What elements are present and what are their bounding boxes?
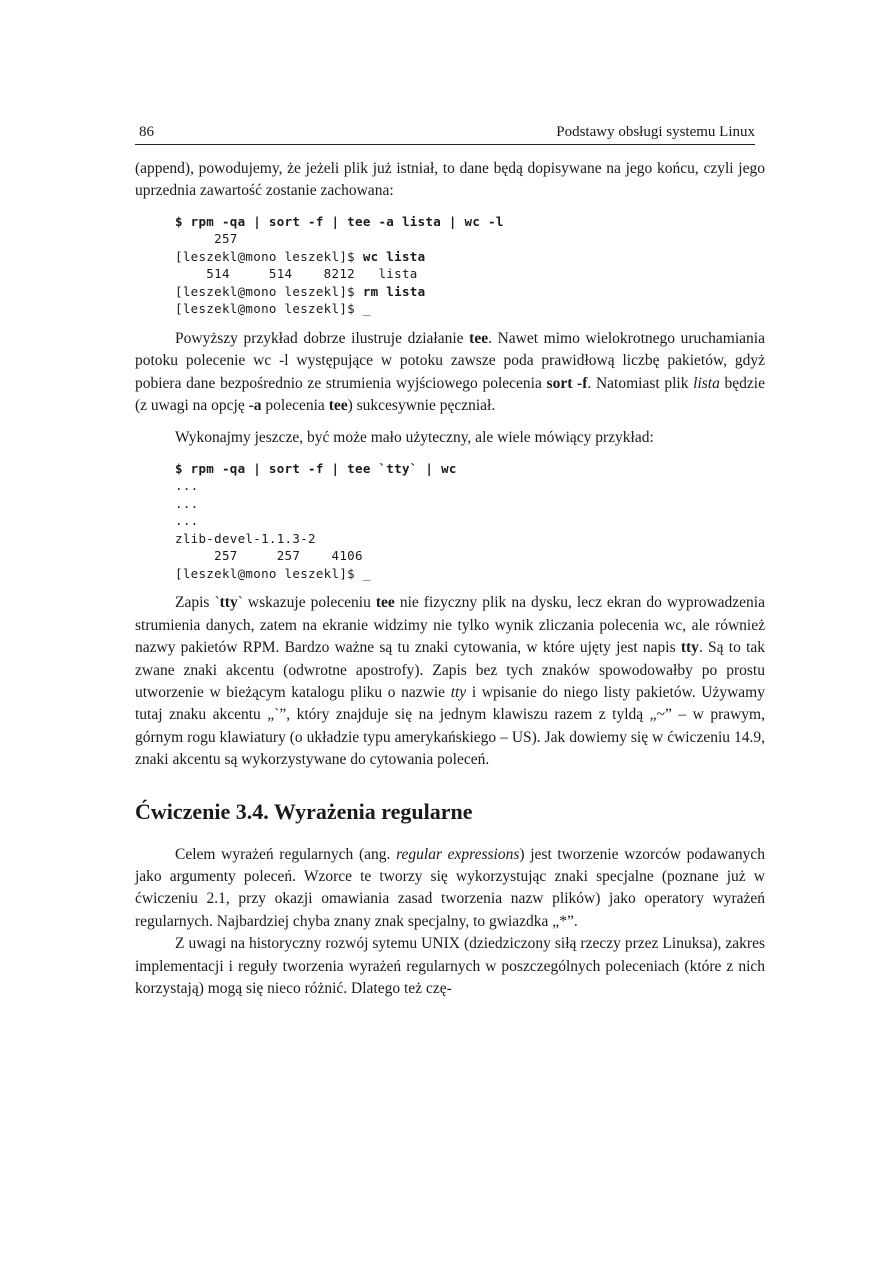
code-line: zlib-devel-1.1.3-2 <box>175 530 316 546</box>
code-line: [leszekl@mono leszekl]$ _ <box>175 301 371 317</box>
running-header <box>135 122 755 145</box>
code-line: [leszekl@mono leszekl]$ _ <box>175 565 371 581</box>
paragraph-regex-intro: Celem wyrażeń regularnych (ang. regular expressions) jest tworzenie wzorców podawanych jako argumenty poleceń. Wzorce te tworzy się wykorzystując znaki specjalne (poznane już w ćwiczeniu 2.1, przy okazji omawiania zasad tworzenia nazw plików) jako operatory wyrażeń regularnych. Najbardziej chyba znany znak specjalny, to gwiazdka „*”. <box>135 845 765 930</box>
paragraph-append: (append), powodujemy, że jeżeli plik już istniał, to dane będą dopisywane na jego końcu, czyli jego uprzednia zawartość zostanie zachowana: <box>135 160 765 200</box>
code-line: 257 <box>175 231 238 247</box>
paragraph-tty-explanation: Zapis `tty` wskazuje poleceniu tee nie fizyczny plik na dysku, lecz ekran do wyprowadzenia strumienia danych, zatem na ekranie widzimy nie tylko wynik zliczania polecenia wc, ale również nazwy pakietów RPM. Bardzo ważne są tu znaki cytowania, w które ujęty jest napis tty. Są to tak zwane znaki akcentu (odwrotne apostrofy). Zapis bez tych znaków spowodowałby po prostu utworzenie w bieżącym katalogu pliku o nazwie tty i wpisanie do niego listy pakietów. Używamy tutaj znaku akcentu „`”, który znajduje się na jednym klawiszu razem z tyldą „~” – w prawym, górnym rogu klawiatury (o układzie typu amerykańskiego – US). Jak dowiemy się w ćwiczeniu 14.9, znaki akcentu są wykorzystywane do cytowania poleceń. <box>135 594 765 769</box>
code-line: ... <box>175 495 199 511</box>
section-title: Ćwiczenie 3.4. Wyrażenia regularne <box>135 798 473 824</box>
code-block-tee-append <box>175 213 765 318</box>
page-number: 86 <box>139 124 154 140</box>
code-line: ... <box>175 513 199 529</box>
code-line: ... <box>175 478 199 494</box>
paragraph-regex-history: Z uwagi na historyczny rozwój sytemu UNIX (dziedziczony siłą rzeczy przez Linuksa), zakres implementacji i reguły tworzenia wyrażeń regularnych w poszczególnych poleceniach (które z nich korzystają) mogą się nieco różnić. Dlatego też czę- <box>135 935 765 998</box>
code-line: $ rpm -qa | sort -f | tee `tty` | wc <box>175 460 457 476</box>
code-block-tee-tty <box>175 460 765 583</box>
running-title: Podstawy obsługi systemu Linux <box>556 124 755 140</box>
code-line: 514 514 8212 lista <box>175 266 418 282</box>
code-line: $ rpm -qa | sort -f | tee -a lista | wc -l <box>175 213 504 229</box>
code-line: [leszekl@mono leszekl]$ wc lista <box>175 248 426 264</box>
code-line: 257 257 4106 <box>175 548 363 564</box>
paragraph-example-intro: Wykonajmy jeszcze, być może mało użyteczny, ale wiele mówiący przykład: <box>175 429 654 447</box>
page-body <box>135 158 765 1000</box>
code-line: [leszekl@mono leszekl]$ rm lista <box>175 283 426 299</box>
paragraph-tee-explanation: Powyższy przykład dobrze ilustruje działanie tee. Nawet mimo wielokrotnego uruchamiania potoku polecenie wc -l występujące w potoku zawsze poda prawidłową liczbę pakietów, gdyż pobiera dane bezpośrednio ze strumienia wyjściowego polecenia sort -f. Natomiast plik lista będzie (z uwagi na opcję -a polecenia tee) sukcesywnie pęczniał. <box>135 329 765 415</box>
